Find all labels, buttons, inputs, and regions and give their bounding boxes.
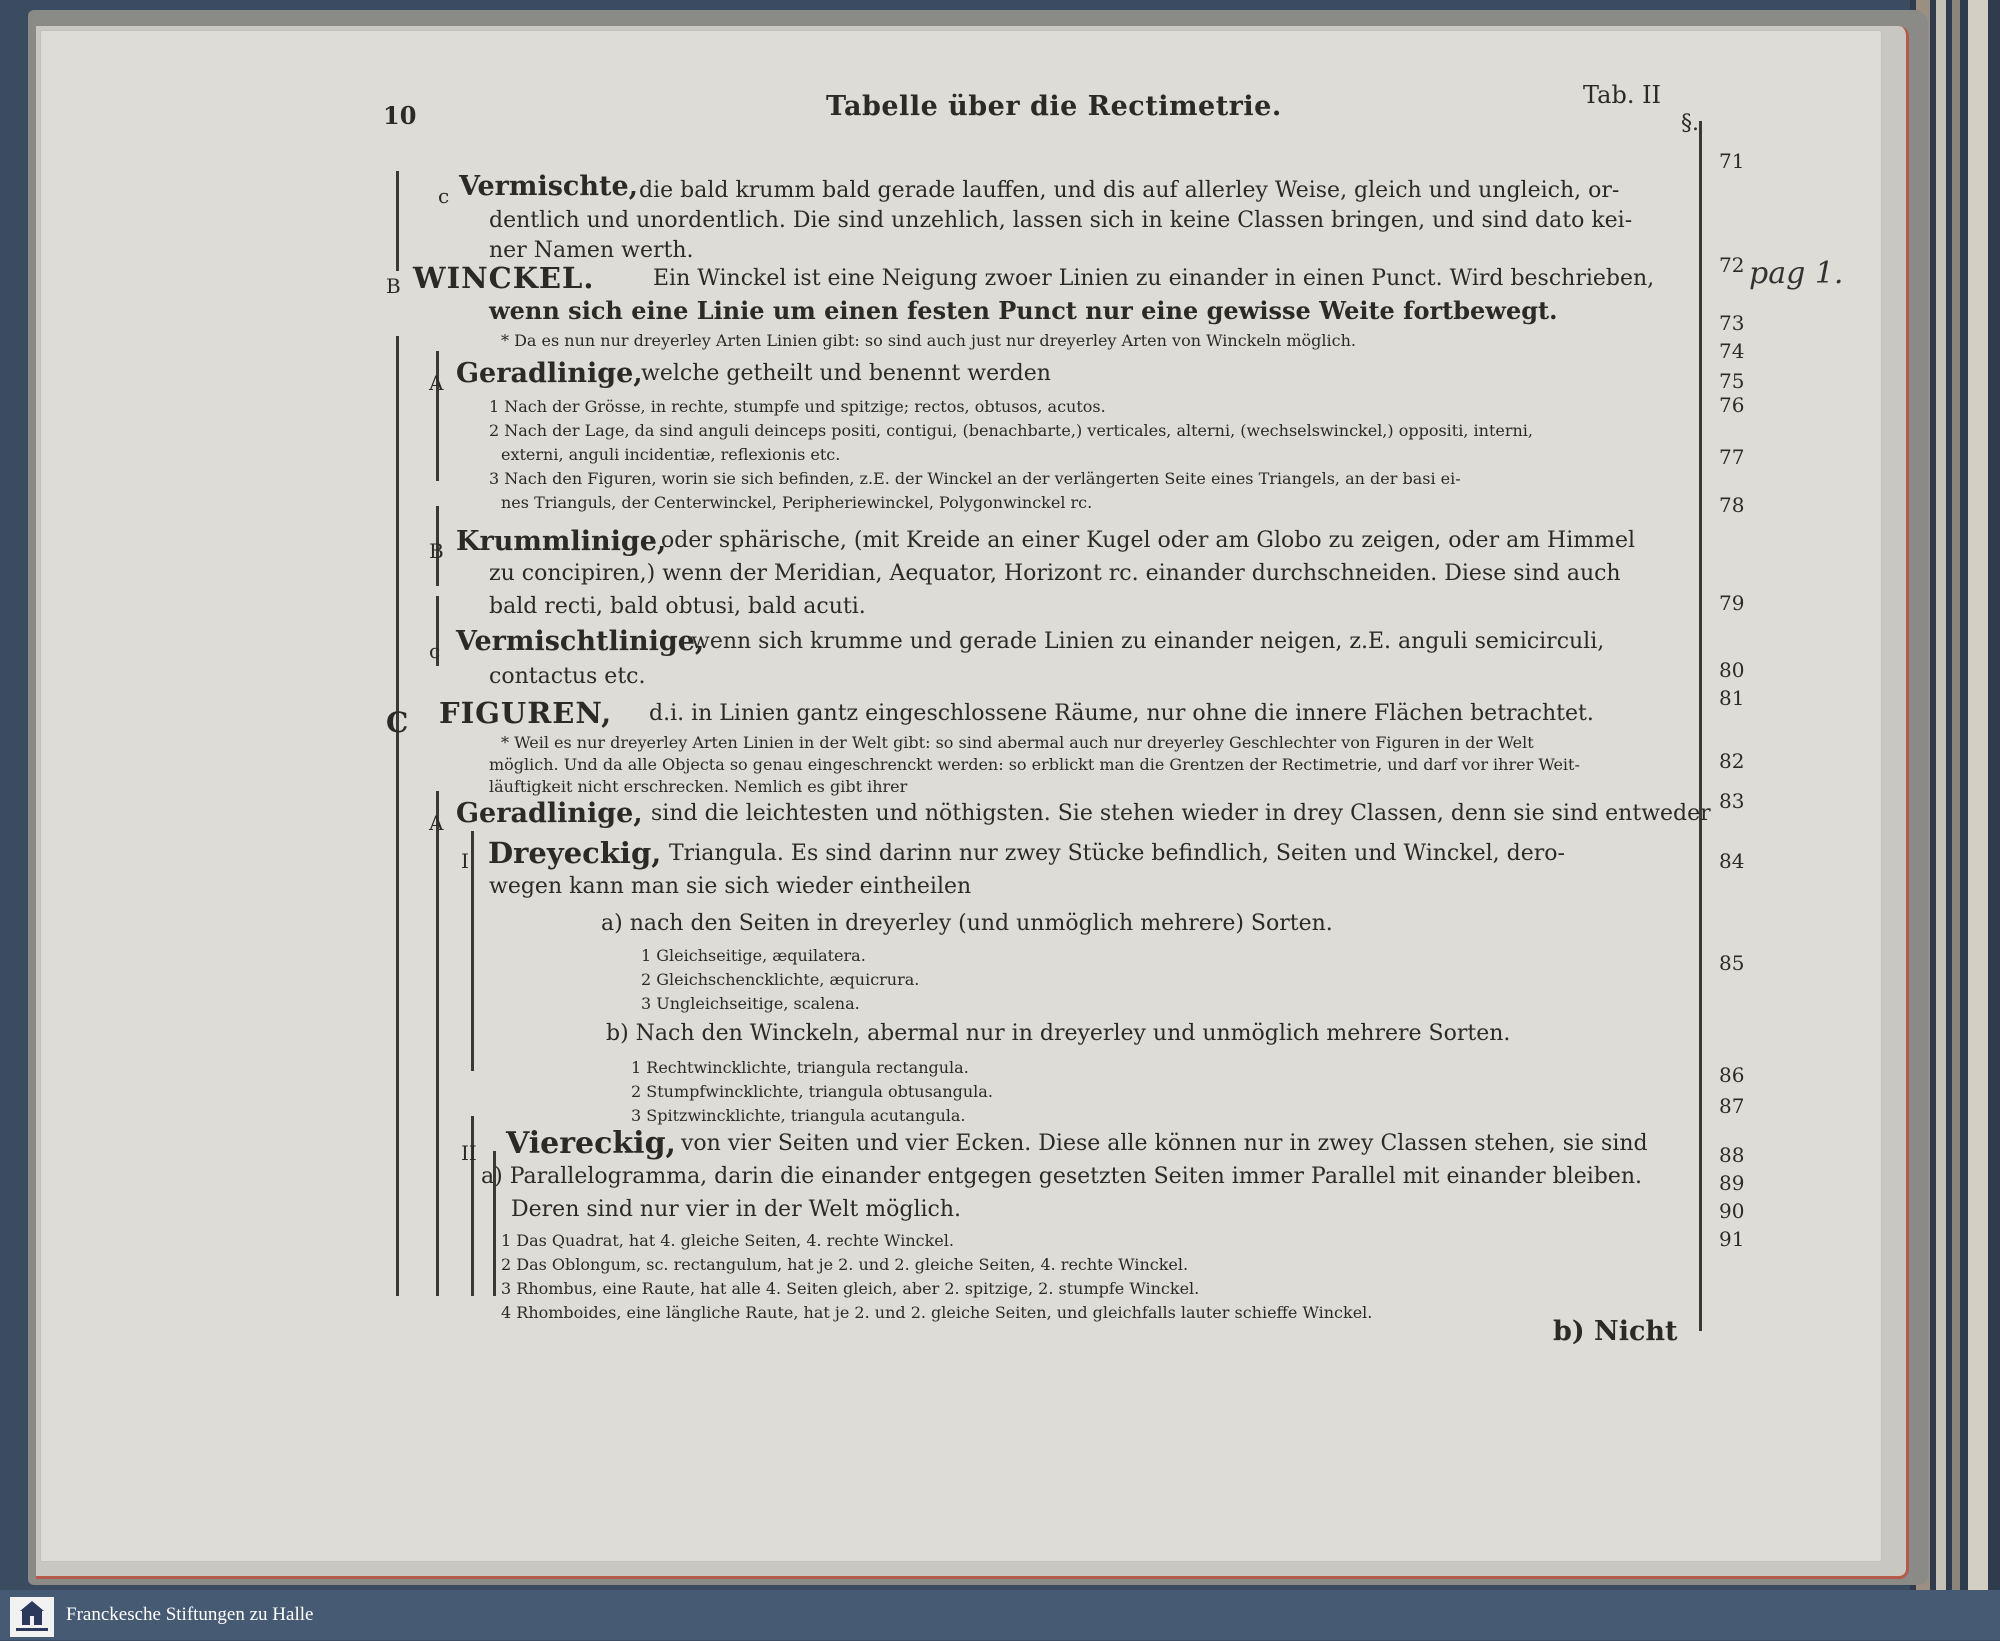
list-item: 1 Nach der Grösse, in rechte, stumpfe und spitzige; rectos, obtusos, acutos. [489, 397, 1106, 416]
footer-text: Franckesche Stiftungen zu Halle [66, 1604, 314, 1625]
label-a: A [429, 811, 444, 835]
institution-logo-icon [10, 1597, 54, 1637]
margin-number: 91 [1719, 1227, 1745, 1251]
text-line: die bald krumm bald gerade lauffen, und dis auf allerley Weise, gleich und ungleich, or- [639, 178, 1620, 203]
margin-number: 84 [1719, 849, 1745, 873]
margin-number: 88 [1719, 1143, 1745, 1167]
heading-figuren: FIGUREN, [439, 696, 613, 730]
label-c: c [438, 184, 450, 208]
heading-dreyeckig: Dreyeckig, [488, 836, 662, 870]
margin-number: 86 [1719, 1063, 1745, 1087]
margin-number: 73 [1719, 311, 1745, 335]
note-line: * Da es nun nur dreyerley Arten Linien gibt: so sind auch just nur dreyerley Arten von Winckeln möglich. [501, 331, 1356, 350]
note-line: * Weil es nur dreyerley Arten Linien in der Welt gibt: so sind abermal auch nur dreyerley Geschlechter von Figuren in der Welt [501, 733, 1534, 752]
margin-number: 77 [1719, 445, 1745, 469]
margin-number: 82 [1719, 749, 1745, 773]
text-line: wenn sich krumme und gerade Linien zu einander neigen, z.E. anguli semicirculi, [691, 629, 1605, 654]
text-line: b) Nach den Winckeln, abermal nur in dreyerley und unmöglich mehrere Sorten. [606, 1021, 1511, 1046]
list-item: 1 Das Quadrat, hat 4. gleiche Seiten, 4. rechte Winckel. [501, 1231, 954, 1250]
heading-vermischte: Vermischte, [459, 171, 639, 202]
margin-number: 80 [1719, 658, 1745, 682]
text-line: d.i. in Linien gantz eingeschlossene Räume, nur ohne die innere Flächen betrachtet. [649, 701, 1594, 726]
margin-number: 75 [1719, 369, 1745, 393]
text-line: Triangula. Es sind darinn nur zwey Stücke befindlich, Seiten und Winckel, dero- [669, 841, 1565, 866]
page-title: Tabelle über die Rectimetrie. [826, 91, 1282, 122]
label-i: I [461, 849, 469, 873]
bracket-line [471, 831, 474, 1071]
margin-number: 89 [1719, 1171, 1745, 1195]
list-item: 1 Rechtwincklichte, triangula rectangula. [631, 1058, 969, 1077]
margin-number: 78 [1719, 493, 1745, 517]
text-line: a) nach den Seiten in dreyerley (und unmöglich mehrere) Sorten. [601, 911, 1333, 936]
text-line: sind die leichtesten und nöthigsten. Sie stehen wieder in drey Classen, denn sie sind entweder [651, 801, 1711, 826]
text-line: oder sphärische, (mit Kreide an einer Kugel oder am Globo zu zeigen, oder am Himmel [661, 528, 1636, 553]
heading-geradlinige: Geradlinige, [456, 798, 643, 829]
text-line: Deren sind nur vier in der Welt möglich. [511, 1197, 962, 1222]
label-b: B [429, 539, 444, 563]
table-label: Tab. II [1583, 81, 1662, 109]
catchword: b) Nicht [1553, 1316, 1678, 1347]
bracket-line [436, 791, 439, 1296]
heading-winckel: WINCKEL. [413, 261, 595, 295]
margin-number: 90 [1719, 1199, 1745, 1223]
text-line: bald recti, bald obtusi, bald acuti. [489, 594, 866, 619]
label-ii: II [461, 1141, 477, 1165]
text-line: contactus etc. [489, 664, 646, 689]
bracket-line [396, 171, 399, 271]
list-item: 4 Rhomboides, eine längliche Raute, hat je 2. und 2. gleiche Seiten, und gleichfalls lauter schieffe Winckel. [501, 1303, 1373, 1322]
page-number: 10 [383, 101, 417, 130]
section-mark: §. [1681, 111, 1699, 136]
bracket-line [396, 651, 399, 1296]
handwritten-note: pag 1. [1749, 256, 1844, 291]
list-item: 2 Stumpfwincklichte, triangula obtusangula. [631, 1082, 993, 1101]
list-item: 3 Ungleichseitige, scalena. [641, 994, 860, 1013]
label-b: B [386, 274, 401, 298]
document-page [40, 30, 1882, 1562]
margin-number: 72 [1719, 253, 1745, 277]
margin-number: 76 [1719, 393, 1745, 417]
text-line: a) Parallelogramma, darin die einander entgegen gesetzten Seiten immer Parallel mit einander bleiben. [481, 1164, 1643, 1189]
label-a: A [429, 371, 444, 395]
margin-number: 81 [1719, 686, 1745, 710]
list-item: nes Trianguls, der Centerwinckel, Peripheriewinckel, Polygonwinckel rc. [501, 493, 1093, 512]
margin-number: 87 [1719, 1094, 1745, 1118]
margin-rule [1699, 121, 1702, 1331]
list-item: 1 Gleichseitige, æquilatera. [641, 946, 866, 965]
heading-vermischtlinige: Vermischtlinige, [456, 626, 705, 657]
list-item: 2 Das Oblongum, sc. rectangulum, hat je 2. und 2. gleiche Seiten, 4. rechte Winckel. [501, 1255, 1189, 1274]
text-line: zu concipiren,) wenn der Meridian, Aequator, Horizont rc. einander durchschneiden. Diese sind auch [489, 561, 1621, 586]
margin-number: 83 [1719, 789, 1745, 813]
margin-number: 85 [1719, 951, 1745, 975]
text-line: von vier Seiten und vier Ecken. Diese alle können nur in zwey Classen stehen, sie sind [681, 1131, 1648, 1156]
note-line: läuftigkeit nicht erschrecken. Nemlich es gibt ihrer [489, 777, 908, 796]
note-line: möglich. Und da alle Objecta so genau eingeschrenckt werden: so erblickt man die Grentzen der Rectimetrie, und darf vor ihrer Weit- [489, 755, 1580, 774]
text-line: dentlich und unordentlich. Die sind unzehlich, lassen sich in keine Classen bringen, und sind dato kei- [489, 208, 1633, 233]
list-item: 3 Spitzwincklichte, triangula acutangula. [631, 1106, 966, 1125]
text-line: wegen kann man sie sich wieder eintheilen [489, 874, 972, 899]
heading-krummlinige: Krummlinige, [456, 526, 667, 557]
margin-number: 79 [1719, 591, 1745, 615]
heading-geradlinige: Geradlinige, [456, 358, 643, 389]
label-c: c [429, 639, 441, 663]
list-item: 2 Nach der Lage, da sind anguli deinceps positi, contigui, (benachbarte,) verticales, alterni, (wechselswinckel,) oppositi, interni, [489, 421, 1533, 440]
heading-viereckig: Viereckig, [506, 1126, 676, 1161]
text-line: wenn sich eine Linie um einen festen Punct nur eine gewisse Weite fortbewegt. [489, 296, 1558, 325]
margin-number: 74 [1719, 339, 1745, 363]
list-item: 3 Rhombus, eine Raute, hat alle 4. Seiten gleich, aber 2. spitzige, 2. stumpfe Winckel. [501, 1279, 1200, 1298]
text-line: ner Namen werth. [489, 238, 694, 263]
list-item: externi, anguli incidentiæ, reflexionis etc. [501, 445, 841, 464]
label-c-upper: C [386, 706, 409, 739]
text-line: Ein Winckel ist eine Neigung zwoer Linien zu einander in einen Punct. Wird beschrieben, [653, 266, 1655, 291]
list-item: 2 Gleichschencklichte, æquicrura. [641, 970, 920, 989]
text-line: welche getheilt und benennt werden [641, 361, 1051, 386]
list-item: 3 Nach den Figuren, worin sie sich befinden, z.E. der Winckel an der verlängerten Seite eines Triangels, an der basi ei- [489, 469, 1461, 488]
margin-number: 71 [1719, 149, 1745, 173]
